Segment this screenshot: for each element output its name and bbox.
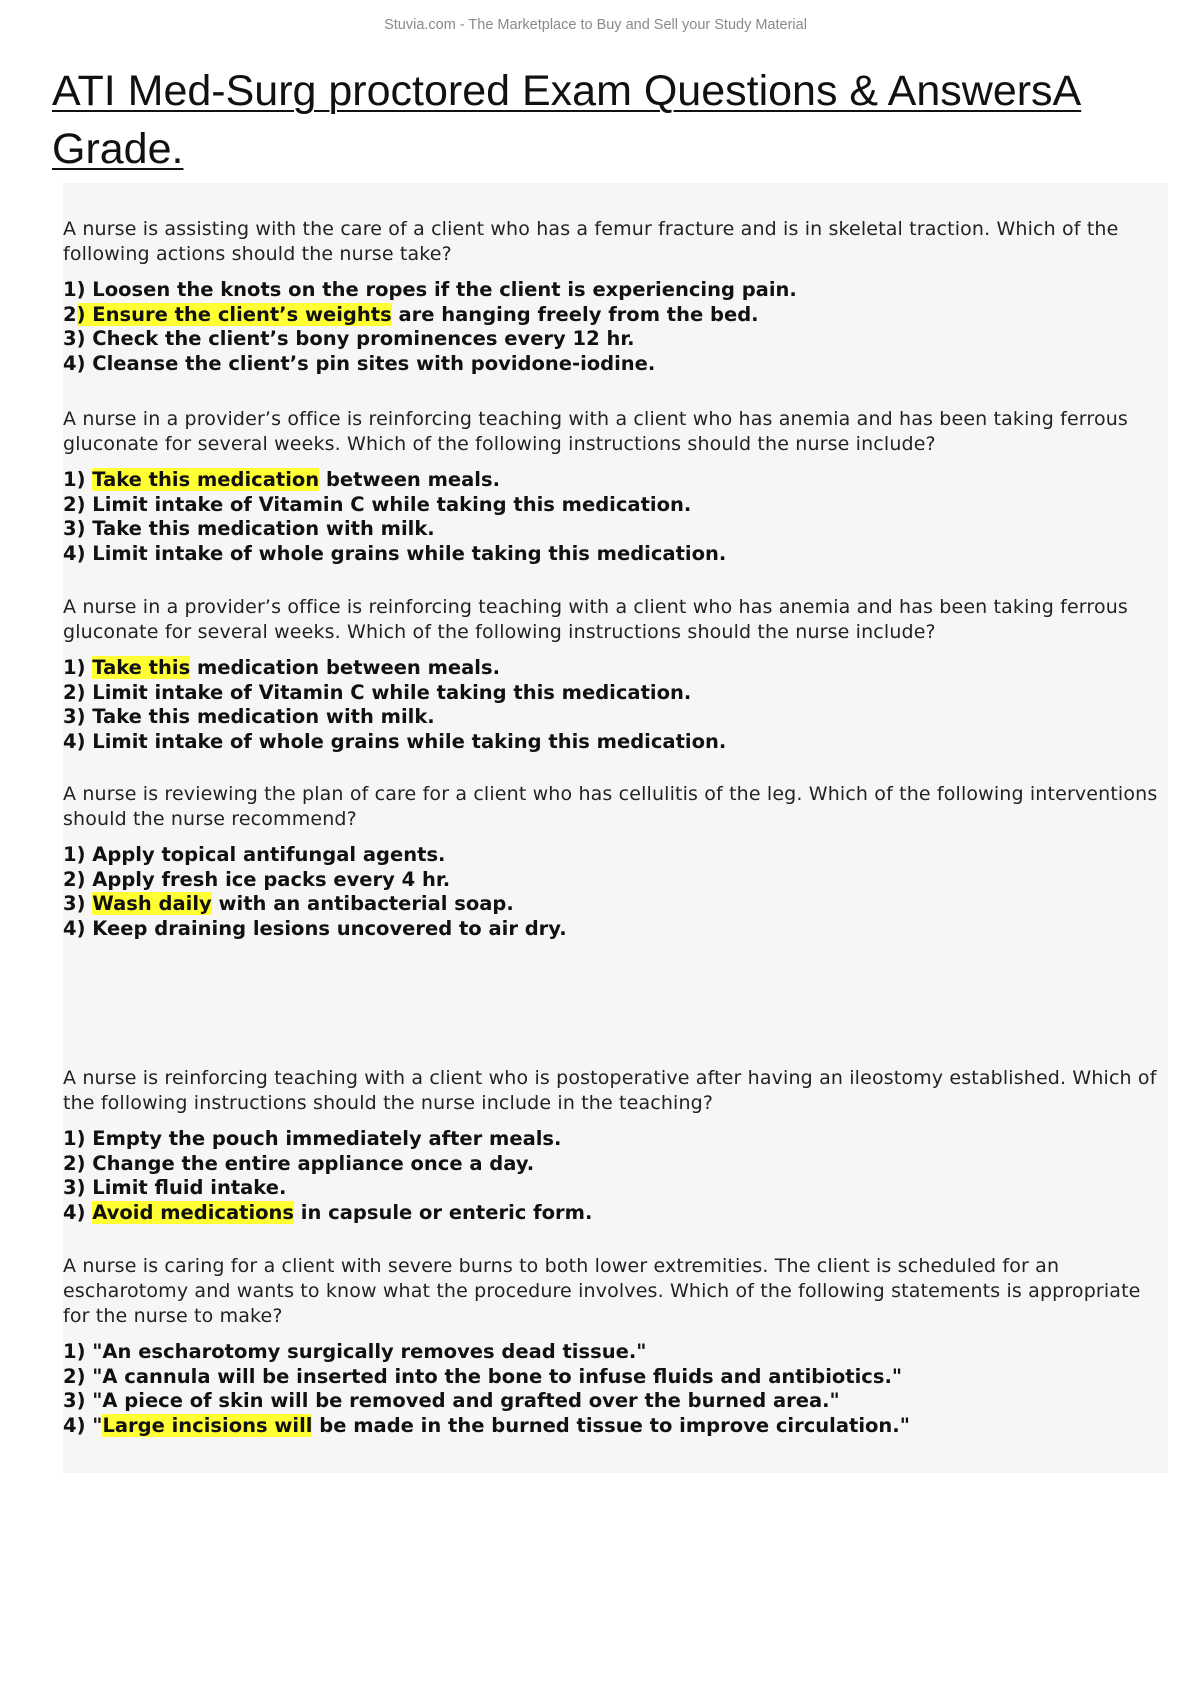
answer-option [63, 517, 1163, 542]
question-1 [63, 217, 1163, 376]
option-text: 1) [63, 468, 93, 491]
option-text: 1) Apply topical antifungal agents. [63, 843, 446, 866]
option-text-rest: between meals. [319, 468, 501, 491]
option-text: 4) Limit intake of whole grains while taking this medication. [63, 541, 727, 565]
question-stem: A nurse is caring for a client with severe burns to both lower extremities. The client is scheduled for an escharotomy and wants to know what the procedure involves. Which of the following statements is appropriate for the nurse to make? [63, 1255, 1141, 1327]
answer-options [63, 1127, 1163, 1225]
answer-option [63, 468, 1163, 493]
answer-options [63, 468, 1163, 566]
answer-option [63, 917, 1163, 942]
answer-option [63, 730, 1163, 755]
highlighted-answer: Wash daily [92, 892, 212, 915]
option-text: 4) " [63, 1413, 103, 1437]
answer-option [63, 303, 1163, 328]
option-text: 4) [63, 1200, 93, 1224]
option-text: 3) Take this medication with milk. [63, 705, 435, 728]
watermark: Stuvia.com - The Marketplace to Buy and Sell your Study Material [384, 17, 807, 33]
option-text: 3) Limit fluid intake. [63, 1176, 287, 1199]
answer-option [63, 352, 1163, 377]
option-text: 2) "A cannula will be inserted into the bone to infuse fluids and antibiotics." [63, 1364, 903, 1388]
question-stem: A nurse in a provider’s office is reinforcing teaching with a client who has anemia and has been taking ferrous gluconate for several weeks. Which of the following instructions should the nurse include? [63, 596, 1128, 643]
option-text: 1) [63, 656, 93, 679]
question-stem: A nurse in a provider’s office is reinforcing teaching with a client who has anemia and has been taking ferrous gluconate for several weeks. Which of the following instructions should the nurse include? [63, 408, 1128, 455]
question-stem: A nurse is assisting with the care of a client who has a femur fracture and is in skeletal traction. Which of the following actions should the nurse take? [63, 218, 1119, 265]
answer-option [63, 493, 1163, 518]
option-text-rest: with an antibacterial soap. [211, 892, 514, 915]
answer-options [63, 656, 1163, 754]
answer-option [63, 1176, 1163, 1201]
option-text-rest: in capsule or enteric form. [294, 1200, 593, 1224]
option-text: 4) Limit intake of whole grains while taking this medication. [63, 729, 727, 753]
highlighted-answer: Large incisions will [102, 1413, 313, 1437]
option-text: 2) Limit intake of Vitamin C while taking this medication. [63, 492, 692, 516]
answer-option [63, 1201, 1163, 1226]
answer-option [63, 542, 1163, 567]
answer-option [63, 278, 1163, 303]
answer-option [63, 1152, 1163, 1177]
highlighted-answer: ) Ensure the client’s weights [76, 302, 392, 326]
option-text-rest: are hanging freely from the bed. [391, 302, 759, 326]
option-text-rest: be made in the burned tissue to improve circulation." [312, 1413, 910, 1437]
answer-option [63, 705, 1163, 730]
document-title: ATI Med-Surg proctored Exam Questions & AnswersA Grade. [52, 67, 1082, 173]
answer-option [63, 843, 1163, 868]
answer-options [63, 278, 1163, 376]
option-text: 3) [63, 892, 93, 915]
option-text: 4) Cleanse the client’s pin sites with povidone-iodine. [63, 351, 656, 375]
highlighted-answer: Take this [92, 656, 191, 679]
content-area [63, 183, 1168, 1473]
option-text: 2) Limit intake of Vitamin C while taking this medication. [63, 680, 692, 704]
answer-option [63, 1340, 1163, 1365]
answer-option [63, 868, 1163, 893]
option-text: 2) Apply fresh ice packs every 4 hr. [63, 867, 451, 891]
answer-option [63, 681, 1163, 706]
answer-option [63, 1365, 1163, 1390]
question-stem: A nurse is reinforcing teaching with a client who is postoperative after having an ileostomy established. Which of the following instructions should the nurse include in the teaching? [63, 1067, 1157, 1114]
option-text: 2 [63, 302, 77, 326]
question-6 [63, 1254, 1163, 1438]
highlighted-answer: Avoid medications [92, 1200, 295, 1224]
answer-options [63, 1340, 1163, 1438]
answer-option [63, 1127, 1163, 1152]
answer-option [63, 327, 1163, 352]
answer-options [63, 843, 1163, 941]
question-4 [63, 782, 1163, 941]
option-text: 3) "A piece of skin will be removed and grafted over the burned area." [63, 1389, 840, 1412]
answer-option [63, 892, 1163, 917]
option-text-rest: medication between meals. [190, 656, 500, 679]
option-text: 4) Keep draining lesions uncovered to air dry. [63, 916, 567, 940]
answer-option [63, 656, 1163, 681]
question-5 [63, 1066, 1163, 1225]
option-text: 3) Check the client’s bony prominences every 12 hr. [63, 327, 635, 350]
question-3 [63, 595, 1163, 754]
option-text: 1) Empty the pouch immediately after meals. [63, 1127, 562, 1150]
answer-option [63, 1389, 1163, 1414]
option-text: 2) Change the entire appliance once a day. [63, 1151, 535, 1175]
option-text: 1) Loosen the knots on the ropes if the client is experiencing pain. [63, 278, 797, 301]
answer-option [63, 1414, 1163, 1439]
option-text: 1) "An escharotomy surgically removes dead tissue." [63, 1340, 647, 1363]
highlighted-answer: Take this medication [92, 468, 320, 491]
option-text: 3) Take this medication with milk. [63, 517, 435, 540]
question-stem: A nurse is reviewing the plan of care for a client who has cellulitis of the leg. Which of the following interventions should the nurse recommend? [63, 783, 1158, 830]
question-2 [63, 407, 1163, 566]
